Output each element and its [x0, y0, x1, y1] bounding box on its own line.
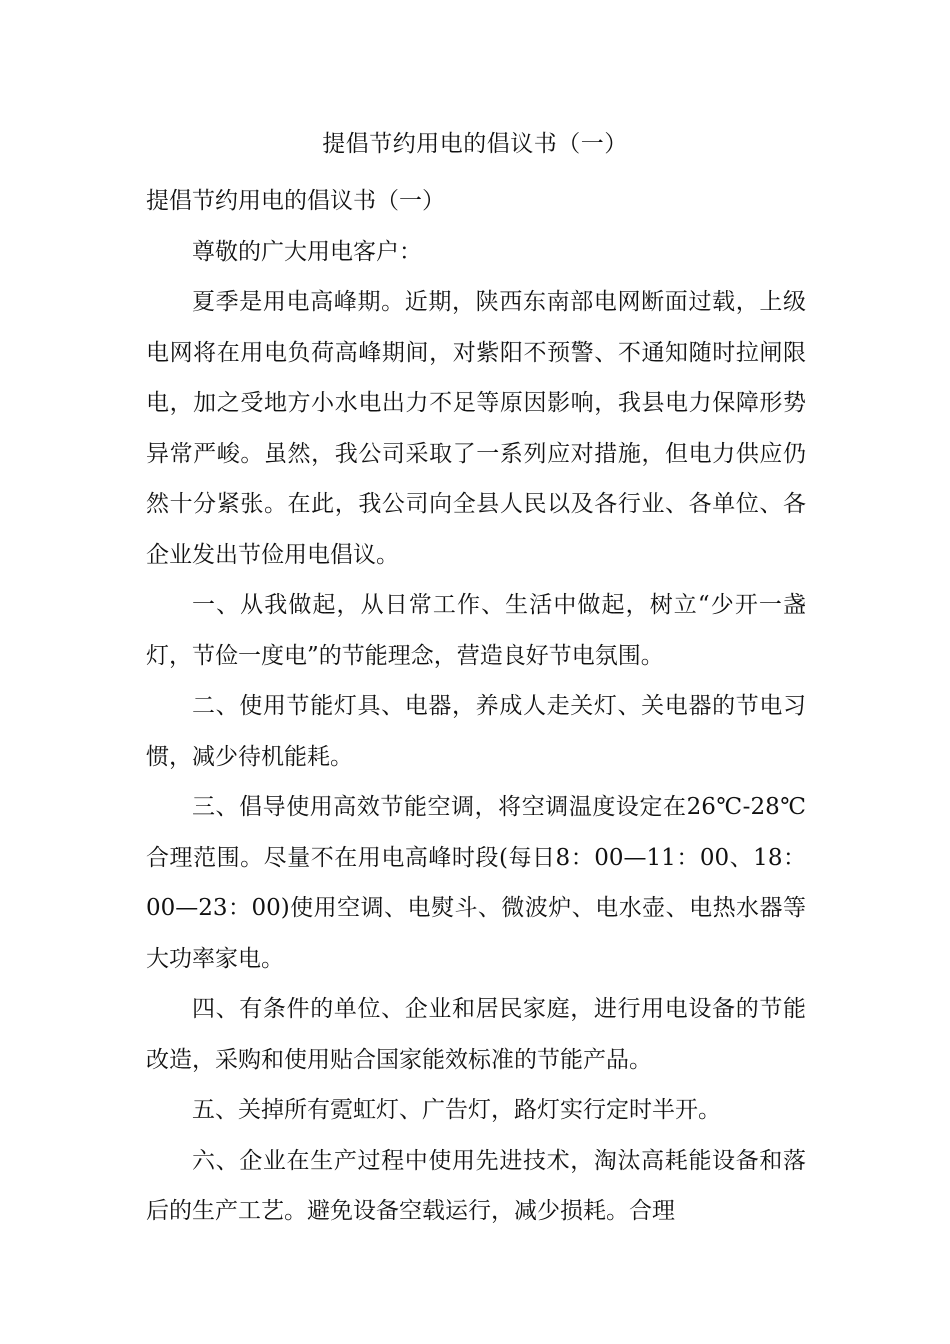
- proposal-item-1: 一、从我做起，从日常工作、生活中做起，树立“少开一盏灯，节俭一度电”的节能理念，营造良好节电氛围。: [146, 592, 806, 669]
- intro-paragraph: 夏季是用电高峰期。近期，陕西东南部电网断面过载，上级电网将在用电负荷高峰期间，对紫阳不预警、不通知随时拉闸限电，加之受地方小水电出力不足等原因影响，我县电力保障形势异常严峻。虽然，我公司采取了一系列应对措施，但电力供应仍然十分紧张。在此，我公司向全县人民以及各行业、各单位、各企业发出节俭用电倡议。: [146, 289, 806, 568]
- proposal-item-2: 二、使用节能灯具、电器，养成人走关灯、关电器的节电习惯，减少待机能耗。: [146, 693, 806, 770]
- document-subtitle: 提倡节约用电的倡议书（一）: [146, 188, 445, 214]
- document-body: [146, 176, 806, 1237]
- proposal-item-6: 六、企业在生产过程中使用先进技术，淘汰高耗能设备和落后的生产工艺。避免设备空载运行，减少损耗。合理: [146, 1147, 806, 1224]
- document-title: 提倡节约用电的倡议书（一）: [322, 131, 628, 157]
- salutation: 尊敬的广大用电客户：: [192, 238, 422, 265]
- proposal-item-3: 三、倡导使用高效节能空调，将空调温度设定在26℃-28℃合理范围。尽量不在用电高峰时段(每日8：00—11：00、18：00—23：00)使用空调、电熨斗、微波炉、电水壶、电热水器等大功率家电。: [146, 794, 806, 972]
- proposal-item-5: 五、关掉所有霓虹灯、广告灯，路灯实行定时半开。: [192, 1097, 721, 1123]
- proposal-item-4: 四、有条件的单位、企业和居民家庭，进行用电设备的节能改造，采购和使用贴合国家能效标准的节能产品。: [146, 996, 806, 1073]
